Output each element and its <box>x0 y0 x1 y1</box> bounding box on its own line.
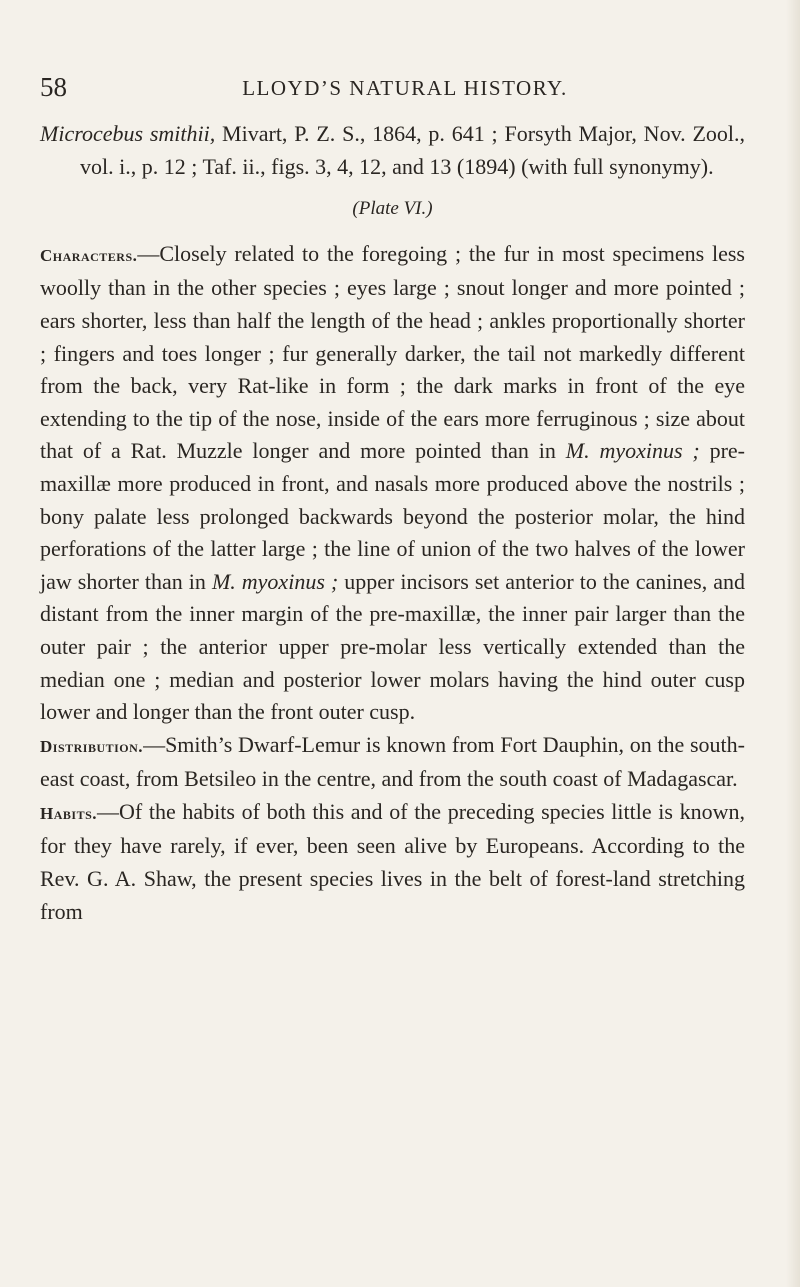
characters-paragraph <box>40 238 745 729</box>
characters-text-2: pre-maxillæ more produced in front, and nasals more produced above the nostrils ; bony palate less prolonged backwards beyond the posterior molar, the hind perforations of the latter large ; the line of union of the two halves of the lower jaw shorter than in <box>40 438 745 594</box>
habits-paragraph <box>40 796 745 928</box>
species-name: Microcebus smithii, <box>40 121 216 146</box>
characters-text-1: —Closely related to the foregoing ; the fur in most specimens less woolly than in the other species ; eyes large ; snout longer and more pointed ; ears shorter, less than half the length of the head ; ankles proportionally shorter ; fingers and toes longer ; fur generally darker, the tail not markedly different from the back, very Rat-like in form ; the dark marks in front of the eye extending to the tip of the nose, inside of the ears more ferruginous ; size about that of a Rat. Muzzle longer and more pointed than in <box>40 240 745 464</box>
plate-reference: (Plate VI.) <box>352 198 433 220</box>
species-ref-2: M. myoxinus ; <box>211 568 339 594</box>
habits-text: —Of the habits of both this and of the preceding species little is known, for they have rarely, if ever, been seen alive by Europeans. According to the Rev. G. A. Shaw, the present species lives in the belt of forest-land stretching from <box>40 798 745 924</box>
habits-heading: Habits. <box>40 803 97 823</box>
page-number: 58 <box>40 72 67 102</box>
distribution-heading: Distribution. <box>40 736 144 756</box>
page-body <box>40 118 745 928</box>
page-header <box>40 72 750 112</box>
characters-text-3: upper incisors set anterior to the canines, and distant from the inner margin of the pre-maxillæ, the inner pair larger than the outer pair ; the anterior upper pre-molar less vertically extended than the median one ; median and posterior lower molars having the hind outer cusp lower and longer than the front outer cusp. <box>40 568 745 725</box>
running-head: LLOYD’S NATURAL HISTORY. <box>242 76 568 100</box>
species-ref-1: M. myoxinus ; <box>565 438 700 464</box>
distribution-text: —Smith’s Dwarf-Lemur is known from Fort Dauphin, on the south-east coast, from Betsileo in the centre, and from the south coast of Madagascar. <box>40 731 745 792</box>
characters-heading: Characters. <box>40 245 138 265</box>
page-edge-shadow <box>786 0 800 1287</box>
distribution-paragraph <box>40 729 745 796</box>
species-citation <box>40 118 745 183</box>
citation-text: Mivart, P. Z. S., 1864, p. 641 ; Forsyth Major, Nov. Zool., vol. i., p. 12 ; Taf. ii., figs. 3, 4, 12, and 13 (1894) (with full synonymy). <box>80 121 746 179</box>
